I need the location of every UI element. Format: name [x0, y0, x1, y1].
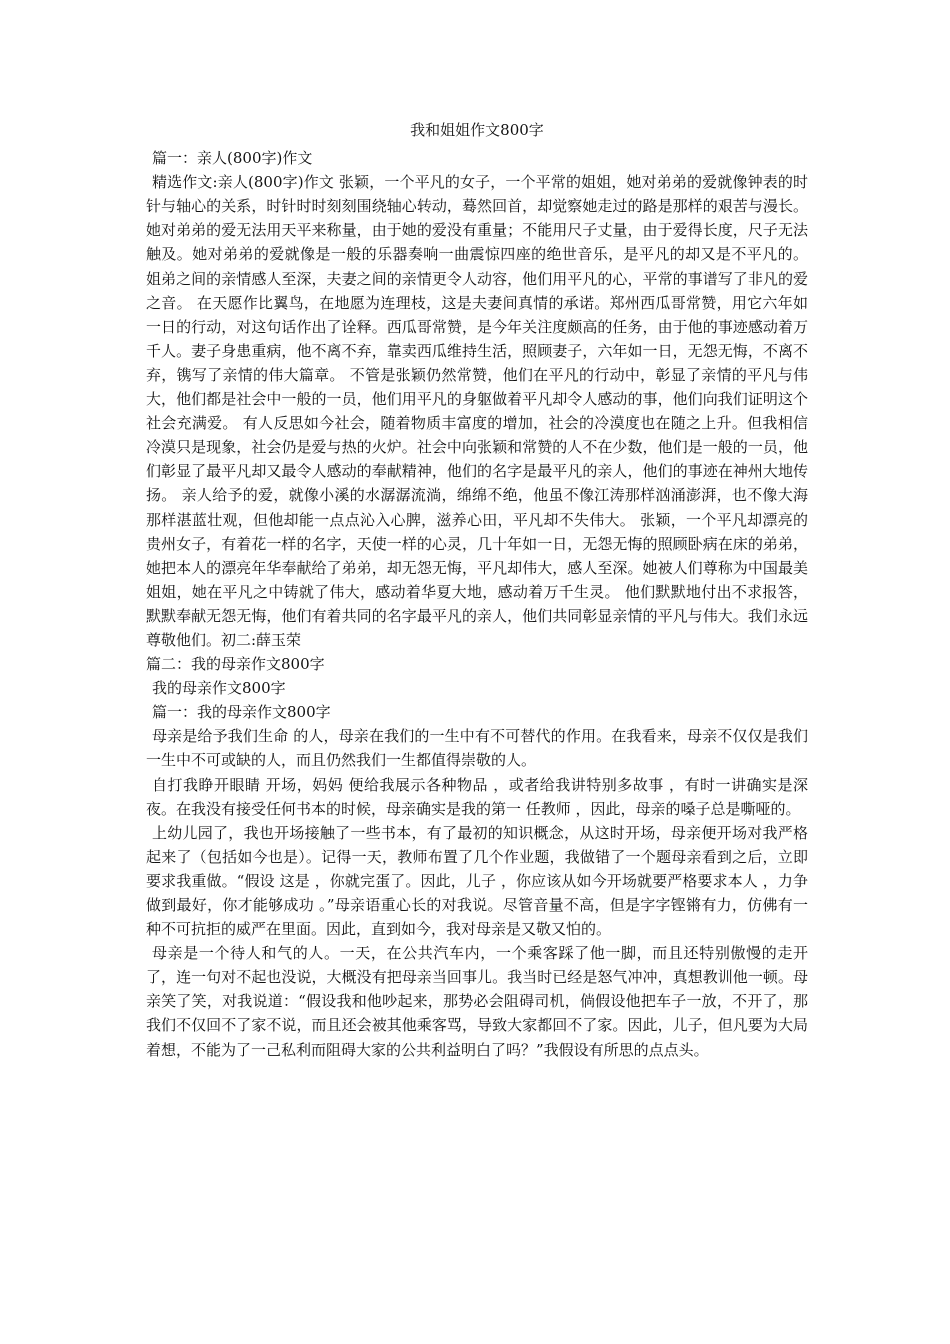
paragraph: 自打我睁开眼睛 开场，妈妈 便给我展示各种物品 ，或者给我讲特别多故事 ，有时一讲确实是深夜。在我没有接受任何书本的时候，母亲确实是我的第一 任教师 ，因此，母亲的嗓子总是嘶哑的。	[146, 775, 808, 818]
section-1-heading: 篇一：亲人(800字)作文	[152, 149, 313, 168]
document-page	[146, 118, 808, 1062]
paragraph: 上幼儿园了，我也开场接触了一些书本，有了最初的知识概念，从这时开场，母亲便开场对我严格起来了（包括如今也是）。记得一天，教师布置了几个作业题，我做错了一个题母亲看到之后，立即要求我重做。“假设 这是 ，你就完蛋了。因此，儿子 ，你应该从如今开场就要严格要求本人 ，力争做到最好，你才能够成功 。”母亲语重心长的对我说。尽管音量不高，但是字字铿锵有力，仿佛有一种不可抗拒的威严在里面。因此，直到如今，我对母亲是又敬又怕的。	[146, 823, 808, 939]
section-2-subheading: 篇一：我的母亲作文800字	[152, 703, 331, 722]
section-2-heading: 篇二：我的母亲作文800字	[146, 655, 325, 674]
document-title: 我和姐姐作文800字	[410, 121, 544, 139]
section-2-subtitle: 我的母亲作文800字	[152, 679, 286, 698]
paragraph: 母亲是给予我们生命 的人，母亲在我们的一生中有不可替代的作用。在我看来，母亲不仅仅是我们一生中不可或缺的人，而且仍然我们一生都值得崇敬的人。	[146, 727, 808, 770]
paragraph: 母亲是一个待人和气的人。一天，在公共汽车内，一个乘客踩了他一脚，而且还特别傲慢的走开了，连一句对不起也没说，大概没有把母亲当回事儿。我当时已经是怒气冲冲，真想教训他一顿。母亲笑了笑，对我说道：“假设我和他吵起来，那势必会阻碍司机，倘假设他把车子一放，不开了，那我们不仅回不了家不说，而且还会被其他乘客骂，导致大家都回不了家。因此，儿子，但凡要为大局着想，不能为了一己私利而阻碍大家的公共利益明白了吗？”我假设有所思的点点头。	[146, 944, 808, 1059]
section-1-body: 精选作文:亲人(800字)作文 张颖，一个平凡的女子，一个平常的姐姐，她对弟弟的爱就像钟表的时针与轴心的关系，时针时时刻刻围绕轴心转动，蓦然回首，却觉察她走过的路是那样的艰苦与漫长。她对弟弟的爱无法用天平来称量，由于她的爱没有重量；不能用尺子丈量，由于爱得长度，尺子无法触及。她对弟弟的爱就像是一般的乐器奏响一曲震惊四座的绝世音乐，是平凡的却又是不平凡的。 姐弟之间的亲情感人至深，夫妻之间的亲情更令人动容，他们用平凡的心，平常的事谱写了非凡的爱之音。 在天愿作比翼鸟，在地愿为连理枝，这是夫妻间真情的承诺。郑州西瓜哥常赞，用它六年如一日的行动，对这句话作出了诠释。西瓜哥常赞，是今年关注度颇高的任务，由于他的事迹感动着万千人。妻子身患重病，他不离不弃，靠卖西瓜维持生活，照顾妻子，六年如一日，无怨无悔，不离不弃，镌写了亲情的伟大篇章。 不管是张颖仍然常赞，他们在平凡的行动中，彰显了亲情的平凡与伟大，他们都是社会中一般的一员，他们用平凡的身躯做着平凡却令人感动的事，他们向我们证明这个社会充满爱。 有人反思如今社会，随着物质丰富度的增加，社会的冷漠度也在随之上升。但我相信冷漠只是现象，社会仍是爱与热的火炉。社会中向张颖和常赞的人不在少数，他们是一般的一员，他们彰显了最平凡却又最令人感动的奉献精神，他们的名字是最平凡的亲人，他们的事迹在神州大地传扬。 亲人给予的爱，就像小溪的水潺潺流淌，绵绵不绝，他虽不像江涛那样汹涌澎湃，也不像大海那样湛蓝壮观，但他却能一点点沁入心脾，滋养心田，平凡却不失伟大。 张颖，一个平凡却漂亮的贵州女子，有着花一样的名字，天使一样的心灵，几十年如一日，无怨无悔的照顾卧病在床的弟弟，她把本人的漂亮年华奉献给了弟弟，却无怨无悔，平凡却伟大，感人至深。她被人们尊称为中国最美姐姐，她在平凡之中铸就了伟大，感动着华夏大地，感动着万千生灵。 他们默默地付出不求报答，默默奉献无怨无悔，他们有着共同的名字最平凡的亲人，他们共同彰显亲情的平凡与伟大。我们永远尊敬他们。初二:薛玉荣	[146, 173, 808, 649]
